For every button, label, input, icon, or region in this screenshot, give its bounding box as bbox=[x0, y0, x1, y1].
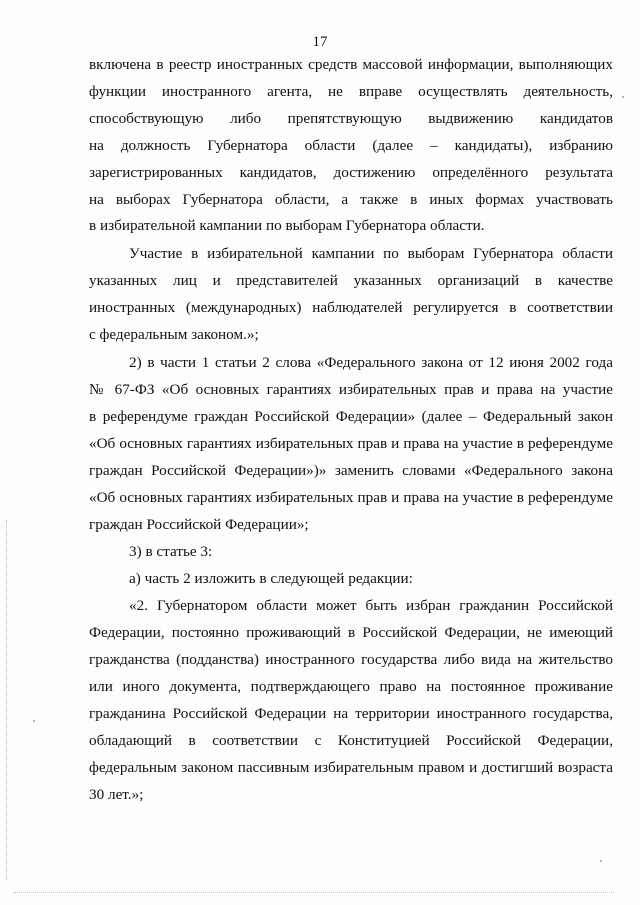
text-line: на должность Губернатора области (далее – кандидаты), избранию bbox=[89, 137, 613, 154]
text-line: указанных лиц и представителей указанных организаций в качестве bbox=[89, 272, 613, 289]
text-line: № 67-ФЗ «Об основных гарантиях избирательных прав и права на участие bbox=[89, 381, 613, 398]
text-line: в избирательной кампании по выборам Губернатора области. bbox=[89, 217, 485, 234]
scan-speck bbox=[600, 860, 602, 862]
text-line: включена в реестр иностранных средств массовой информации, выполняющих bbox=[89, 56, 613, 73]
scan-edge-bottom bbox=[14, 892, 614, 894]
text-line: а) часть 2 изложить в следующей редакции: bbox=[129, 570, 413, 587]
scan-edge-left bbox=[6, 520, 8, 880]
text-line: граждан Российской Федерации»)» заменить словами «Федерального закона bbox=[89, 462, 613, 479]
text-line: гражданства (подданства) иностранного государства либо вида на жительство bbox=[89, 651, 613, 668]
text-line: федеральным законом пассивным избирательным правом и достигший возраста bbox=[89, 759, 613, 776]
page-number: 17 bbox=[312, 34, 328, 50]
text-line: на выборах Губернатора области, а также в иных формах участвовать bbox=[89, 191, 613, 208]
text-line: обладающий в соответствии с Конституцией Российской Федерации, bbox=[89, 732, 613, 749]
text-line: граждан Российской Федерации»; bbox=[89, 516, 309, 533]
text-line: «Об основных гарантиях избирательных прав и права на участие в референдуме bbox=[89, 435, 613, 452]
scan-speck bbox=[33, 720, 35, 722]
text-line: 2) в части 1 статьи 2 слова «Федерального закона от 12 июня 2002 года bbox=[129, 354, 613, 371]
text-line: 30 лет.»; bbox=[89, 786, 144, 803]
text-line: или иного документа, подтверждающего право на постоянное проживание bbox=[89, 678, 613, 695]
text-line: с федеральным законом.»; bbox=[89, 326, 259, 343]
text-line: гражданина Российской Федерации на территории иностранного государства, bbox=[89, 705, 613, 722]
text-line: способствующую либо препятствующую выдвижению кандидатов bbox=[89, 110, 613, 127]
scan-speck bbox=[622, 96, 624, 98]
text-line: иностранных (международных) наблюдателей регулируется в соответствии bbox=[89, 299, 613, 316]
text-line: в референдуме граждан Российской Федерации» (далее – Федеральный закон bbox=[89, 408, 613, 425]
text-line: функции иностранного агента, не вправе осуществлять деятельность, bbox=[89, 83, 613, 100]
text-line: 3) в статье 3: bbox=[129, 543, 213, 560]
text-line: зарегистрированных кандидатов, достижению определённого результата bbox=[89, 164, 613, 181]
text-line: Федерации, постоянно проживающий в Российской Федерации, не имеющий bbox=[89, 624, 613, 641]
text-line: Участие в избирательной кампании по выборам Губернатора области bbox=[129, 245, 613, 262]
text-line: «2. Губернатором области может быть избран гражданин Российской bbox=[129, 597, 613, 614]
text-line: «Об основных гарантиях избирательных прав и права на участие в референдуме bbox=[89, 489, 613, 506]
